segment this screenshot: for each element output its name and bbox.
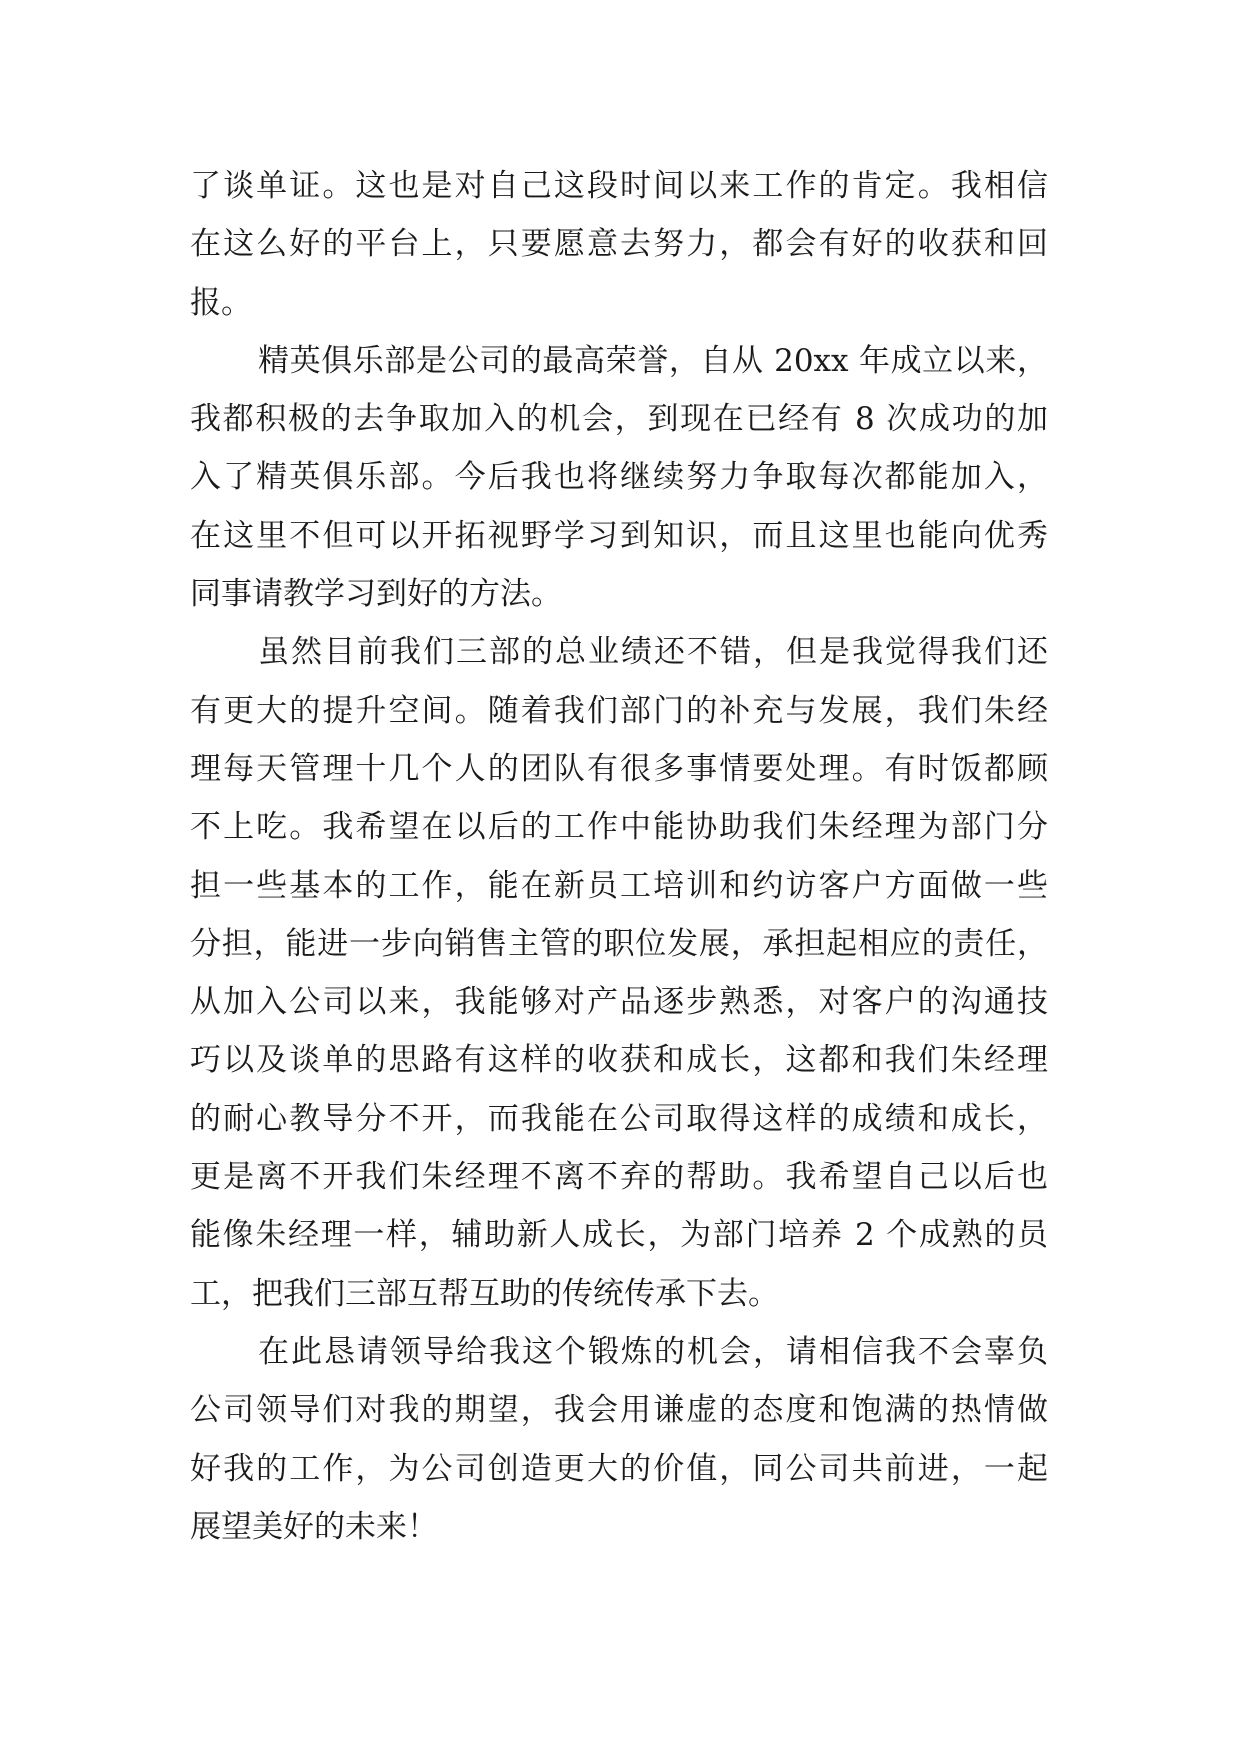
text-line: 的耐心教导分不开，而我能在公司取得这样的成绩和成长，	[190, 1100, 1048, 1137]
text-line: 理每天管理十几个人的团队有很多事情要处理。有时饭都顾	[190, 750, 1048, 787]
text-line: 报。	[190, 284, 252, 321]
text-line: 同事请教学习到好的方法。	[190, 576, 562, 613]
paragraph-1	[190, 157, 1048, 332]
text-line: 担一些基本的工作，能在新员工培训和约访客户方面做一些	[190, 867, 1048, 904]
text-line: 巧以及谈单的思路有这样的收获和成长，这都和我们朱经理	[190, 1042, 1048, 1079]
text-line: 在这里不但可以开拓视野学习到知识，而且这里也能向优秀	[190, 517, 1048, 554]
document-body	[190, 157, 1048, 1556]
text-line: 入了精英俱乐部。今后我也将继续努力争取每次都能加入，	[190, 459, 1048, 496]
text-line: 了谈单证。这也是对自己这段时间以来工作的肯定。我相信	[190, 168, 1048, 204]
paragraph-2	[190, 332, 1048, 623]
text-line: 精英俱乐部是公司的最高荣誉，自从 20xx 年成立以来，	[258, 342, 1048, 379]
text-line: 能像朱经理一样，辅助新人成长，为部门培养 2 个成熟的员	[190, 1217, 1048, 1254]
text-line: 在此恳请领导给我这个锻炼的机会，请相信我不会辜负	[258, 1333, 1048, 1370]
text-line: 不上吃。我希望在以后的工作中能协助我们朱经理为部门分	[190, 809, 1048, 846]
text-line: 虽然目前我们三部的总业绩还不错，但是我觉得我们还	[258, 634, 1048, 671]
text-line: 更是离不开我们朱经理不离不弃的帮助。我希望自己以后也	[190, 1159, 1048, 1196]
text-line: 展望美好的未来！	[190, 1508, 438, 1545]
text-line: 好我的工作，为公司创造更大的价值，同公司共前进，一起	[190, 1450, 1048, 1487]
text-line: 我都积极的去争取加入的机会，到现在已经有 8 次成功的加	[190, 401, 1048, 438]
text-line: 公司领导们对我的期望，我会用谦虚的态度和饱满的热情做	[190, 1392, 1048, 1429]
text-line: 有更大的提升空间。随着我们部门的补充与发展，我们朱经	[190, 692, 1048, 729]
text-line: 在这么好的平台上，只要愿意去努力，都会有好的收获和回	[190, 226, 1048, 263]
text-line: 工，把我们三部互帮互助的传统传承下去。	[190, 1275, 779, 1312]
text-line: 分担，能进一步向销售主管的职位发展，承担起相应的责任，	[190, 925, 1048, 962]
paragraph-3	[190, 623, 1048, 1323]
paragraph-4	[190, 1323, 1048, 1556]
text-line: 从加入公司以来，我能够对产品逐步熟悉，对客户的沟通技	[190, 984, 1048, 1021]
